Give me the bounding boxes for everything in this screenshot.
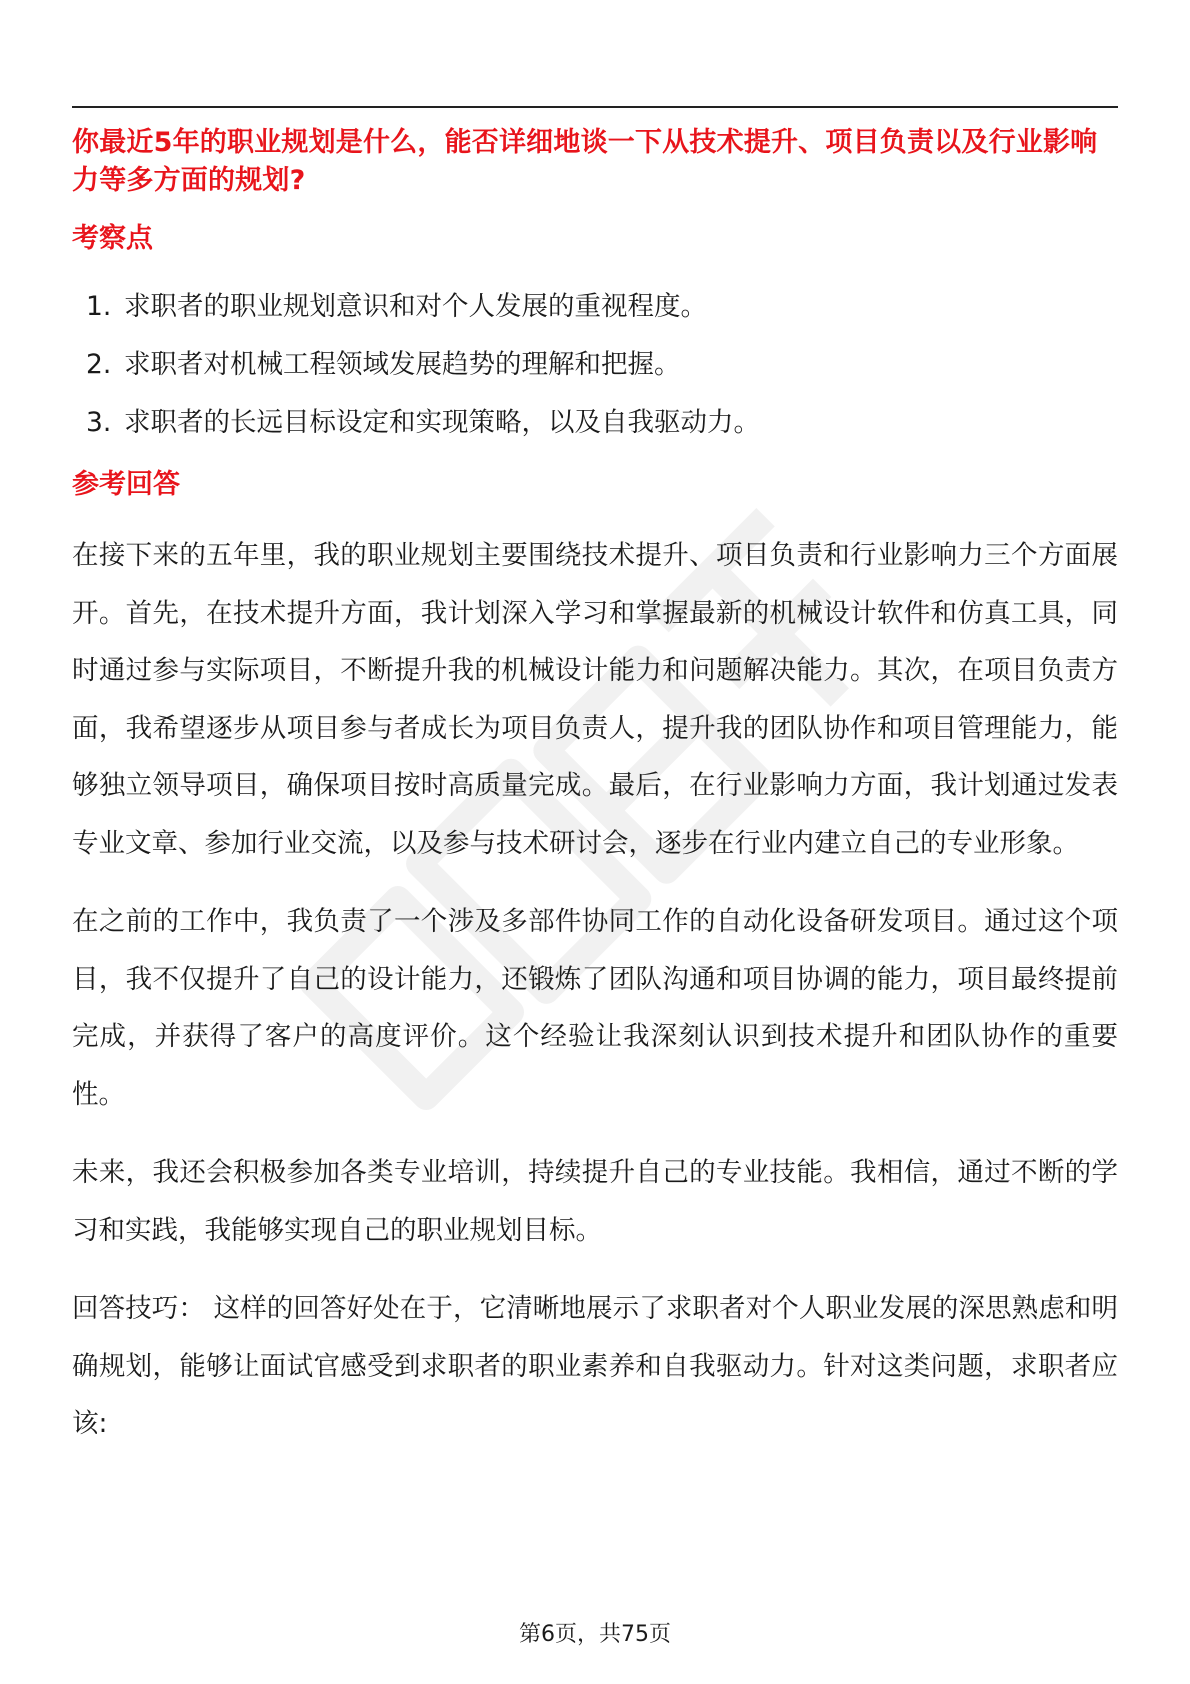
list-item-text: 求职者的职业规划意识和对个人发展的重视程度。 xyxy=(124,291,707,322)
answer-paragraph: 在之前的工作中，我负责了一个涉及多部件协同工作的自动化设备研发项目。通过这个项目，我不仅提升了自己的设计能力，还锻炼了团队沟通和项目协调的能力，项目最终提前完成，并获得了客户的高度评价。这个经验让我深刻认识到技术提升和团队协作的重要性。 xyxy=(72,906,1118,1110)
list-item xyxy=(72,404,1118,442)
list-item xyxy=(72,288,1118,326)
answer-paragraph: 在接下来的五年里，我的职业规划主要围绕技术提升、项目负责和行业影响力三个方面展开。首先，在技术提升方面，我计划深入学习和掌握最新的机械设计软件和仿真工具，同时通过参与实际项目，不断提升我的机械设计能力和问题解决能力。其次，在项目负责方面，我希望逐步从项目参与者成长为项目负责人，提升我的团队协作和项目管理能力，能够独立领导项目，确保项目按时高质量完成。最后，在行业影响力方面，我计划通过发表专业文章、参加行业交流，以及参与技术研讨会，逐步在行业内建立自己的专业形象。 xyxy=(72,540,1118,859)
list-item-number: 2. xyxy=(86,349,112,380)
answer-paragraph: 未来，我还会积极参加各类专业培训，持续提升自己的专业技能。我相信，通过不断的学习和实践，我能够实现自己的职业规划目标。 xyxy=(72,1157,1118,1246)
top-divider xyxy=(72,106,1118,108)
list-item xyxy=(72,346,1118,384)
question-heading: 你最近5年的职业规划是什么，能否详细地谈一下从技术提升、项目负责以及行业影响力等多方面的规划? xyxy=(72,127,1098,196)
points-list xyxy=(72,288,1118,442)
main-content xyxy=(72,124,1118,1453)
page-footer: 第6页，共75页 xyxy=(519,1622,671,1647)
answer-tips-paragraph: 回答技巧： 这样的回答好处在于，它清晰地展示了求职者对个人职业发展的深思熟虑和明确规划，能够让面试官感受到求职者的职业素养和自我驱动力。针对这类问题，求职者应该: xyxy=(72,1293,1118,1439)
list-item-text: 求职者的长远目标设定和实现策略，以及自我驱动力。 xyxy=(124,407,760,438)
answer-section-title: 参考回答 xyxy=(72,469,180,500)
points-section-title: 考察点 xyxy=(72,223,153,254)
list-item-number: 3. xyxy=(86,407,112,438)
list-item-number: 1. xyxy=(86,291,112,322)
list-item-text: 求职者对机械工程领域发展趋势的理解和把握。 xyxy=(124,349,681,380)
